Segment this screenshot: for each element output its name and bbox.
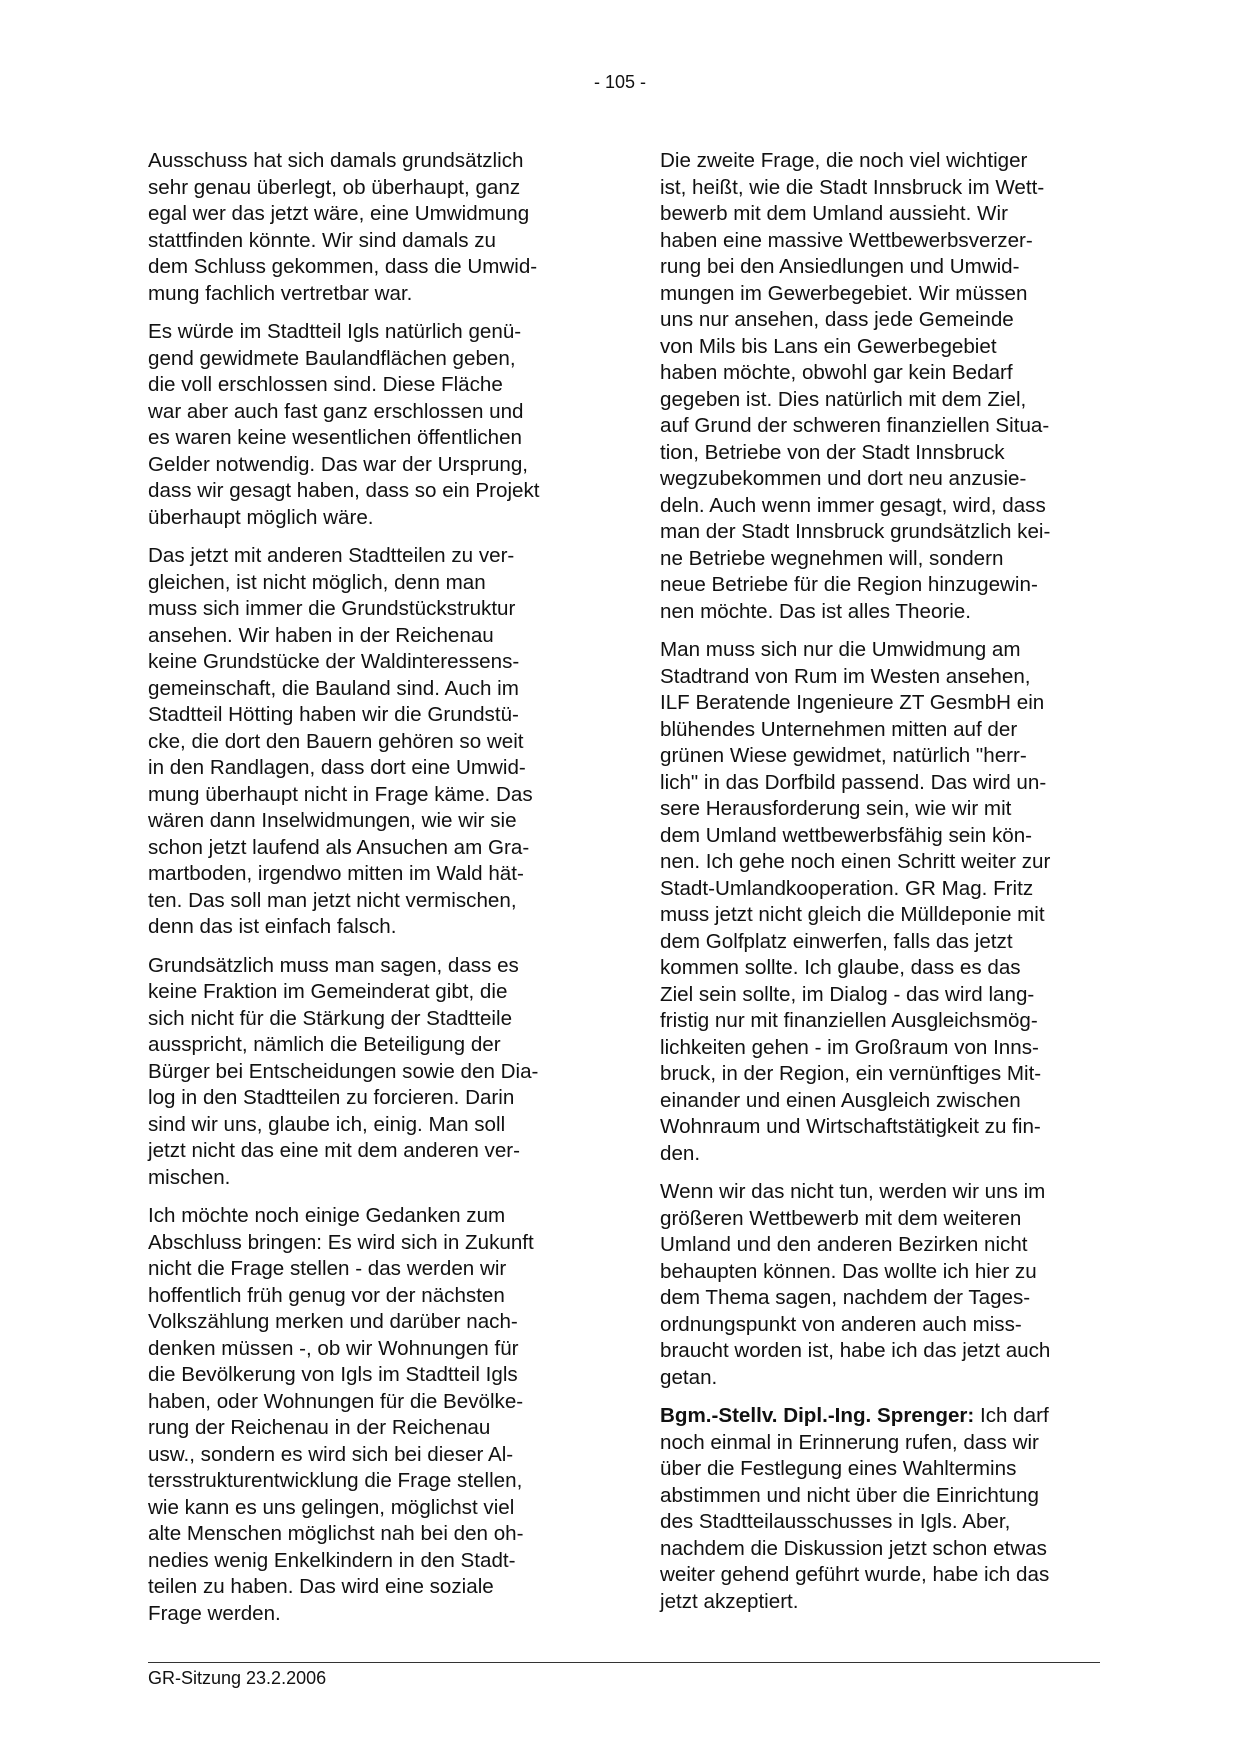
speaker-paragraph	[660, 1403, 1108, 1615]
speaker-text: Ich darf noch einmal in Erinnerung rufen, dass wir über die Festlegung eines Wahltermins abstimmen und nicht über die Einrichtung des Stadtteilausschusses in Igls. Aber, nachdem die Diskussion jetzt schon etwas weiter gehend geführt wurde, habe ich das jetzt akzeptiert.	[660, 1404, 1050, 1613]
right-column	[660, 148, 1108, 1627]
paragraph: Man muss sich nur die Umwidmung am Stadtrand von Rum im Westen ansehen, ILF Beratende Ingenieure ZT GesmbH ein blühendes Unternehmen mitten auf der grünen Wiese gewidmet, natürlich "herr- lich" in das Dorfbild passend. Das wird un- sere Herausforderung sein, wie wir mit dem Umland wettbewerbsfähig sein kön- nen. Ich gehe noch einen Schritt weiter zur Stadt-Umlandkooperation. GR Mag. Fritz muss jetzt nicht gleich die Mülldeponie mit dem Golfplatz einwerfen, falls das jetzt kommen sollte. Ich glaube, dass es das Ziel sein sollte, im Dialog - das wird lang- fristig nur mit finanziellen Ausgleichsmög- lichkeiten gehen - im Großraum von Inns- bruck, in der Region, ein vernünftiges Mit- einander und einen Ausgleich zwischen Wohnraum und Wirtschaftstätigkeit zu fin- den.	[660, 638, 1051, 1165]
page-number: - 105 -	[593, 72, 647, 92]
paragraph: Ich möchte noch einige Gedanken zum Abschluss bringen: Es wird sich in Zukunft nicht die Frage stellen - das werden wir hoffentlich früh genug vor der nächsten Volkszählung merken und darüber nach- denken müssen -, ob wir Wohnungen für die Bevölkerung von Igls im Stadtteil Igls haben, oder Wohnungen für die Bevölke- rung der Reichenau in der Reichenau usw., sondern es wird sich bei dieser Al- tersstrukturentwicklung die Frage stellen, wie kann es uns gelingen, möglichst viel alte Menschen möglichst nah bei den oh- nedies wenig Enkelkindern in den Stadt- teilen zu haben. Das wird eine soziale Frage werden.	[148, 1204, 534, 1625]
paragraph: Die zweite Frage, die noch viel wichtiger ist, heißt, wie die Stadt Innsbruck im Wett- bewerb mit dem Umland aussieht. Wir haben eine massive Wettbewerbsverzer- rung bei den Ansiedlungen und Umwid- mungen im Gewerbegebiet. Wir müssen uns nur ansehen, dass jede Gemeinde von Mils bis Lans ein Gewerbegebiet haben möchte, obwohl gar kein Bedarf gegeben ist. Dies natürlich mit dem Ziel, auf Grund der schweren finanziellen Situa- tion, Betriebe von der Stadt Innsbruck wegzubekommen und dort neu anzusie- deln. Auch wenn immer gesagt, wird, dass man der Stadt Innsbruck grundsätzlich kei- ne Betriebe wegnehmen will, sondern neue Betriebe für die Region hinzugewin- nen möchte. Das ist alles Theorie.	[660, 149, 1051, 623]
paragraph: Das jetzt mit anderen Stadtteilen zu ver- gleichen, ist nicht möglich, denn man muss sich immer die Grundstückstruktur ansehen. Wir haben in der Reichenau keine Grundstücke der Waldinteressens- gemeinschaft, die Bauland sind. Auch im Stadtteil Hötting haben wir die Grundstü- cke, die dort den Bauern gehören so weit in den Randlagen, dass dort eine Umwid- mung überhaupt nicht in Frage käme. Das wären dann Inselwidmungen, wie wir sie schon jetzt laufend als Ansuchen am Gra- martboden, irgendwo mitten im Wald hät- ten. Das soll man jetzt nicht vermischen, denn das ist einfach falsch.	[148, 544, 533, 938]
footer-session-label: GR-Sitzung 23.2.2006	[148, 1668, 327, 1688]
paragraph: Es würde im Stadtteil Igls natürlich genü- gend gewidmete Baulandflächen geben, die voll erschlossen sind. Diese Fläche war aber auch fast ganz erschlossen und es waren keine wesentlichen öffentlichen Gelder notwendig. Das war der Ursprung, dass wir gesagt haben, dass so ein Projekt überhaupt möglich wäre.	[148, 320, 540, 529]
footer-divider	[148, 1662, 1100, 1663]
speaker-name: Bgm.-Stellv. Dipl.-Ing. Sprenger:	[660, 1404, 975, 1427]
paragraph: Wenn wir das nicht tun, werden wir uns im größeren Wettbewerb mit dem weiteren Umland und den anderen Bezirken nicht behaupten können. Das wollte ich hier zu dem Thema sagen, nachdem der Tages- ordnungspunkt von anderen auch miss- braucht worden ist, habe ich das jetzt auch getan.	[660, 1180, 1051, 1389]
left-column	[148, 148, 596, 1639]
paragraph: Ausschuss hat sich damals grundsätzlich sehr genau überlegt, ob überhaupt, ganz egal wer das jetzt wäre, eine Umwidmung stattfinden könnte. Wir sind damals zu dem Schluss gekommen, dass die Umwid- mung fachlich vertretbar war.	[148, 149, 538, 305]
paragraph: Grundsätzlich muss man sagen, dass es keine Fraktion im Gemeinderat gibt, die sich nicht für die Stärkung der Stadtteile ausspricht, nämlich die Beteiligung der Bürger bei Entscheidungen sowie den Dia- log in den Stadtteilen zu forcieren. Darin sind wir uns, glaube ich, einig. Man soll jetzt nicht das eine mit dem anderen ver- mischen.	[148, 953, 539, 1189]
